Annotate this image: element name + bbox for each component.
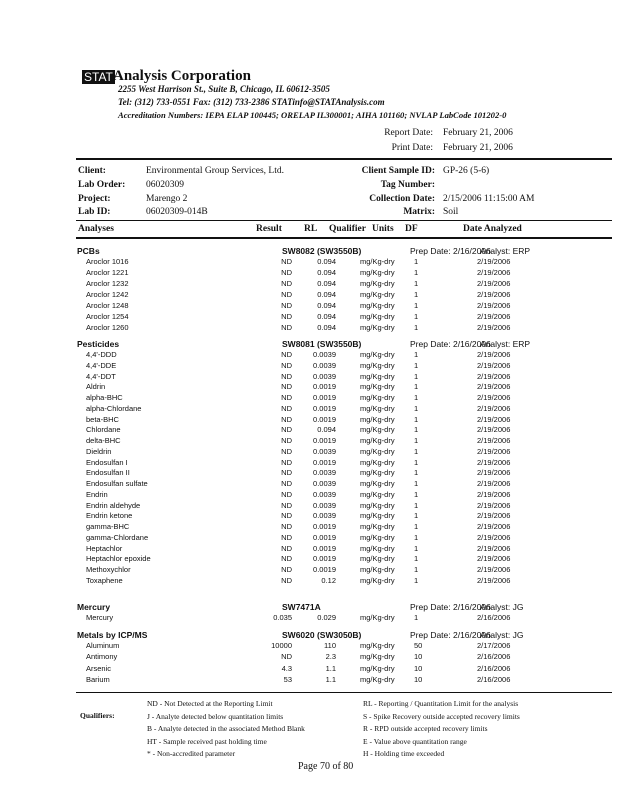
qualifier-item: R - RPD outside accepted recovery limits [363, 724, 488, 733]
analyte-date: 2/19/2006 [477, 436, 511, 445]
analyte-rl: 0.0039 [313, 489, 336, 499]
analyte-name: Aroclor 1248 [86, 301, 129, 310]
analyte-date: 2/19/2006 [477, 268, 511, 277]
analyte-units: mg/Kg-dry [360, 543, 395, 553]
analyte-units: mg/Kg-dry [360, 371, 395, 381]
col-units: Units [372, 224, 394, 234]
analyte-rl: 0.0039 [313, 479, 336, 488]
tag-number-label: Tag Number: [380, 180, 435, 190]
analyte-units: mg/Kg-dry [360, 575, 395, 585]
analyte-date: 2/19/2006 [477, 312, 511, 321]
analyte-name: Aroclor 1016 [86, 257, 129, 266]
analyte-rl: 0.0019 [313, 543, 336, 553]
analyte-name: Methoxychlor [86, 565, 131, 574]
section-title: Metals by ICP/MS [77, 630, 148, 640]
print-date-label: Print Date: [391, 143, 433, 153]
analyte-result: ND [281, 360, 292, 370]
analyte-name: Arsenic [86, 663, 112, 673]
collection-date-value: 2/15/2006 11:15:00 AM [443, 194, 535, 204]
analyte-rl: 0.0019 [313, 393, 336, 402]
col-analyses: Analyses [78, 224, 114, 234]
section-title: Mercury [77, 602, 111, 612]
analyte-units: mg/Kg-dry [360, 360, 395, 370]
qualifier-item: RL - Reporting / Quantitation Limit for the analysis [363, 699, 519, 708]
analyte-rl: 0.0019 [313, 457, 336, 467]
analyte-df: 1 [414, 403, 419, 413]
analyte-units: mg/Kg-dry [360, 511, 395, 521]
qualifier-item: E - Value above quantitation range [363, 736, 467, 746]
col-result: Result [256, 224, 282, 234]
section-analyst: Analyst: JG [480, 602, 524, 612]
analyte-date: 2/19/2006 [477, 511, 511, 521]
analyte-units: mg/Kg-dry [360, 312, 395, 321]
analyte-result: 4.3 [281, 663, 292, 673]
qualifier-item: H - Holding time exceeded [363, 749, 445, 758]
analyte-name: Aroclor 1242 [86, 290, 129, 299]
analyte-result: ND [281, 257, 292, 266]
analyte-result: ND [281, 382, 292, 392]
analyte-name: gamma-BHC [86, 522, 130, 531]
qualifier-item: J - Analyte detected below quantitation limits [147, 711, 284, 721]
analyte-rl: 0.12 [321, 575, 336, 585]
analyte-name: Endrin [86, 489, 108, 499]
analyte-rl: 0.0039 [313, 511, 336, 521]
analyte-name: Dieldrin [86, 446, 112, 456]
analyte-name: Barium [86, 674, 110, 684]
analyte-result: ND [281, 350, 292, 359]
analyte-rl: 0.094 [317, 279, 336, 288]
analyte-units: mg/Kg-dry [360, 522, 395, 531]
analyte-date: 2/19/2006 [477, 425, 511, 435]
analyte-units: mg/Kg-dry [360, 301, 395, 310]
analyte-units: mg/Kg-dry [360, 489, 395, 499]
analyte-df: 10 [414, 663, 423, 673]
analyte-date: 2/19/2006 [477, 446, 511, 456]
analyte-result: ND [281, 446, 292, 456]
analyte-date: 2/19/2006 [477, 468, 511, 478]
analyte-df: 1 [414, 511, 419, 521]
analyte-rl: 110 [324, 641, 336, 650]
analyte-rl: 2.3 [325, 652, 336, 662]
section-analyst: Analyst: JG [480, 630, 524, 640]
collection-date-label: Collection Date: [369, 194, 435, 204]
stat-logo: STAT [84, 70, 113, 84]
analyte-date: 2/19/2006 [477, 360, 511, 370]
analyte-name: Antimony [86, 652, 118, 662]
page-number: Page 70 of 80 [298, 761, 354, 772]
analyte-df: 1 [414, 500, 419, 510]
analyte-units: mg/Kg-dry [360, 268, 395, 277]
analyte-name: Endosulfan sulfate [86, 479, 148, 488]
analyte-df: 1 [414, 468, 419, 478]
analyte-result: ND [281, 489, 292, 499]
analyte-result: ND [281, 511, 292, 521]
analyte-date: 2/19/2006 [477, 532, 511, 542]
analyte-df: 1 [414, 279, 419, 288]
lab-id-value: 06020309-014B [146, 207, 208, 217]
analyte-name: Toxaphene [86, 575, 123, 585]
analyte-date: 2/16/2006 [477, 652, 511, 662]
analyte-df: 1 [414, 312, 419, 321]
section-method: SW8082 (SW3550B) [282, 246, 362, 256]
analyte-df: 1 [414, 543, 419, 553]
analyte-name: Endosulfan I [86, 457, 128, 467]
analyte-result: 0.035 [273, 613, 292, 622]
analyte-df: 1 [414, 360, 419, 370]
analyte-rl: 0.0019 [313, 382, 336, 392]
qualifier-item: * - Non-accredited parameter [147, 749, 236, 758]
analyte-rl: 0.0019 [313, 403, 336, 413]
analyte-units: mg/Kg-dry [360, 279, 395, 288]
analyte-df: 1 [414, 613, 419, 622]
analyte-result: ND [281, 301, 292, 310]
analyte-units: mg/Kg-dry [360, 290, 395, 299]
analyte-result: ND [281, 522, 292, 531]
analyte-name: Aroclor 1221 [86, 268, 129, 277]
analyte-df: 1 [414, 371, 419, 381]
analyte-date: 2/19/2006 [477, 489, 511, 499]
analyte-df: 1 [414, 522, 419, 531]
analyte-rl: 0.0039 [313, 371, 336, 381]
analyte-rl: 0.0019 [313, 436, 336, 445]
analyte-rl: 0.094 [317, 301, 336, 310]
analyte-name: Mercury [86, 613, 114, 622]
analyte-result: ND [281, 532, 292, 542]
analyte-df: 1 [414, 425, 419, 435]
analyte-units: mg/Kg-dry [360, 565, 395, 574]
analyte-date: 2/16/2006 [477, 663, 511, 673]
analyte-result: ND [281, 268, 292, 277]
analyte-date: 2/19/2006 [477, 554, 511, 564]
analyte-date: 2/19/2006 [477, 403, 511, 413]
analyte-name: Heptachlor [86, 543, 123, 553]
analyte-name: gamma-Chlordane [86, 532, 149, 542]
analyte-rl: 0.029 [317, 613, 336, 622]
analyte-result: ND [281, 457, 292, 467]
analyte-date: 2/19/2006 [477, 414, 511, 424]
analyte-df: 1 [414, 446, 419, 456]
analyte-df: 50 [414, 641, 423, 650]
analyte-name: Aluminum [86, 641, 120, 650]
analyte-rl: 0.0019 [313, 565, 336, 574]
analyte-units: mg/Kg-dry [360, 425, 395, 435]
analyte-date: 2/19/2006 [477, 479, 511, 488]
analyte-name: Aroclor 1232 [86, 279, 129, 288]
analyte-name: delta-BHC [86, 436, 121, 445]
client-label: Client: [78, 166, 106, 176]
analyte-name: Aroclor 1254 [86, 312, 129, 321]
analyte-date: 2/19/2006 [477, 371, 511, 381]
analyte-rl: 0.0019 [313, 532, 336, 542]
analyte-df: 10 [414, 674, 423, 684]
analyte-rl: 0.094 [317, 323, 336, 332]
analyte-units: mg/Kg-dry [360, 414, 395, 424]
section-prep-date: Prep Date: 2/16/2006 [410, 630, 491, 640]
col-rl: RL [304, 224, 318, 234]
analyte-name: Aroclor 1260 [86, 323, 129, 332]
analyte-name: Heptachlor epoxide [86, 554, 151, 564]
project-label: Project: [78, 194, 111, 204]
qualifier-item: S - Spike Recovery outside accepted recovery limits [363, 711, 520, 721]
analyte-date: 2/19/2006 [477, 565, 511, 574]
section-title: PCBs [77, 246, 100, 256]
divider [76, 220, 612, 221]
project-value: Marengo 2 [146, 194, 188, 204]
analyte-units: mg/Kg-dry [360, 641, 395, 650]
analyte-name: alpha-Chlordane [86, 403, 142, 413]
client-value: Environmental Group Services, Ltd. [146, 166, 284, 176]
analyte-name: 4,4'-DDD [86, 350, 117, 359]
analyte-df: 10 [414, 652, 423, 662]
analyte-result: ND [281, 290, 292, 299]
analyte-units: mg/Kg-dry [360, 652, 395, 662]
analyte-date: 2/19/2006 [477, 301, 511, 310]
analyte-date: 2/19/2006 [477, 323, 511, 332]
analyte-units: mg/Kg-dry [360, 613, 395, 622]
analyte-units: mg/Kg-dry [360, 257, 395, 266]
analyte-rl: 0.0039 [313, 350, 336, 359]
analyte-df: 1 [414, 436, 419, 445]
matrix-label: Matrix: [403, 207, 435, 217]
analyte-date: 2/16/2006 [477, 613, 511, 622]
analyte-rl: 0.0019 [313, 414, 336, 424]
section-analyst: Analyst: ERP [480, 246, 531, 256]
analyte-result: ND [281, 279, 292, 288]
analyte-name: 4,4'-DDE [86, 360, 117, 370]
analyte-name: 4,4'-DDT [86, 371, 116, 381]
analyte-name: Endrin aldehyde [86, 500, 141, 510]
company-address: 2255 West Harrison St., Suite B, Chicago, IL 60612-3505 [118, 84, 330, 94]
analyte-units: mg/Kg-dry [360, 500, 395, 510]
analyte-units: mg/Kg-dry [360, 479, 395, 488]
print-date: February 21, 2006 [443, 143, 513, 153]
section-title: Pesticides [77, 339, 120, 349]
matrix-value: Soil [443, 207, 459, 217]
analyte-rl: 1.1 [325, 663, 336, 673]
analyte-units: mg/Kg-dry [360, 350, 395, 359]
section-analyst: Analyst: ERP [480, 339, 531, 349]
analyte-result: ND [281, 312, 292, 321]
analyte-units: mg/Kg-dry [360, 436, 395, 445]
analyte-rl: 0.094 [317, 290, 336, 299]
analyte-df: 1 [414, 532, 419, 542]
section-prep-date: Prep Date: 2/16/2006 [410, 246, 491, 256]
analyte-result: ND [281, 543, 292, 553]
analyte-df: 1 [414, 257, 419, 266]
divider [76, 158, 612, 160]
analyte-rl: 0.0039 [313, 446, 336, 456]
sample-id-value: GP-26 (5-6) [443, 166, 490, 176]
analyte-date: 2/19/2006 [477, 543, 511, 553]
analyte-df: 1 [414, 457, 419, 467]
accreditation: Accreditation Numbers: IEPA ELAP 100445; ORELAP IL300001; AIHA 101160; NVLAP LabCode 101202-0 [118, 110, 507, 120]
analyte-date: 2/19/2006 [477, 393, 511, 402]
analyte-date: 2/17/2006 [477, 641, 511, 650]
company-contact: Tel: (312) 733-0551 Fax: (312) 733-2386 STATinfo@STATAnalysis.com [118, 97, 385, 107]
analyte-rl: 0.0039 [313, 360, 336, 370]
analyte-df: 1 [414, 393, 419, 402]
analyte-date: 2/19/2006 [477, 257, 511, 266]
report-date-label: Report Date: [384, 128, 433, 138]
analyte-date: 2/19/2006 [477, 457, 511, 467]
analyte-result: ND [281, 575, 292, 585]
lab-id-label: Lab ID: [78, 207, 111, 217]
analyte-result: ND [281, 500, 292, 510]
analyte-date: 2/19/2006 [477, 290, 511, 299]
analyte-name: Endrin ketone [86, 511, 133, 521]
analyte-result: ND [281, 414, 292, 424]
analyte-df: 1 [414, 479, 419, 488]
analyte-name: Endosulfan II [86, 468, 130, 478]
analyte-result: ND [281, 393, 292, 402]
analyte-result: ND [281, 554, 292, 564]
analyte-df: 1 [414, 382, 419, 392]
col-qualifier: Qualifier [329, 224, 366, 234]
analyte-date: 2/19/2006 [477, 279, 511, 288]
analyte-result: 53 [283, 674, 292, 684]
analyte-df: 1 [414, 554, 419, 564]
section-prep-date: Prep Date: 2/16/2006 [410, 602, 491, 612]
analyte-units: mg/Kg-dry [360, 446, 395, 456]
analyte-result: ND [281, 371, 292, 381]
analyte-name: Chlordane [86, 425, 121, 435]
analyte-df: 1 [414, 565, 419, 574]
qualifiers-label: Qualifiers: [80, 711, 115, 720]
report-date: February 21, 2006 [443, 128, 513, 138]
analyte-result: ND [281, 468, 292, 478]
analyte-units: mg/Kg-dry [360, 674, 395, 684]
analyte-name: Aldrin [86, 382, 106, 392]
analyte-rl: 0.094 [317, 425, 336, 435]
analyte-result: ND [281, 652, 292, 662]
analyte-rl: 0.094 [317, 257, 336, 266]
analyte-units: mg/Kg-dry [360, 393, 395, 402]
col-date-analyzed: Date Analyzed [463, 224, 522, 234]
analyte-units: mg/Kg-dry [360, 532, 395, 542]
analyte-result: ND [281, 425, 292, 435]
analyte-units: mg/Kg-dry [360, 382, 395, 392]
company-name: Analysis Corporation [113, 68, 251, 84]
analyte-df: 1 [414, 301, 419, 310]
divider [76, 237, 612, 239]
analyte-result: ND [281, 403, 292, 413]
analyte-df: 1 [414, 575, 419, 585]
analyte-df: 1 [414, 414, 419, 424]
lab-order-value: 06020309 [146, 180, 184, 190]
analyte-rl: 1.1 [325, 674, 336, 684]
analyte-date: 2/19/2006 [477, 500, 511, 510]
analyte-result: ND [281, 565, 292, 574]
analyte-result: ND [281, 479, 292, 488]
analyte-df: 1 [414, 323, 419, 332]
analyte-name: beta-BHC [86, 414, 119, 424]
section-method: SW8081 (SW3550B) [282, 339, 362, 349]
section-prep-date: Prep Date: 2/16/2006 [410, 339, 491, 349]
analyte-date: 2/19/2006 [477, 350, 511, 359]
analyte-units: mg/Kg-dry [360, 457, 395, 467]
analyte-result: ND [281, 436, 292, 445]
analyte-rl: 0.094 [317, 268, 336, 277]
analyte-result: 10000 [271, 641, 292, 650]
analyte-name: alpha-BHC [86, 393, 123, 402]
analyte-df: 1 [414, 489, 419, 499]
analyte-date: 2/16/2006 [477, 674, 511, 684]
analyte-units: mg/Kg-dry [360, 554, 395, 564]
section-method: SW7471A [282, 602, 321, 612]
analyte-units: mg/Kg-dry [360, 468, 395, 478]
analyte-rl: 0.0019 [313, 522, 336, 531]
lab-order-label: Lab Order: [78, 180, 126, 190]
analyte-df: 1 [414, 268, 419, 277]
qualifier-item: B - Analyte detected in the associated Method Blank [147, 724, 305, 733]
analyte-units: mg/Kg-dry [360, 663, 395, 673]
analyte-rl: 0.0019 [313, 554, 336, 564]
analyte-date: 2/19/2006 [477, 575, 511, 585]
col-df: DF [405, 224, 418, 234]
analyte-rl: 0.0039 [313, 500, 336, 510]
divider [76, 692, 612, 693]
analyte-df: 1 [414, 290, 419, 299]
analyte-date: 2/19/2006 [477, 382, 511, 392]
qualifier-item: HT - Sample received past holding time [147, 736, 267, 746]
analyte-units: mg/Kg-dry [360, 323, 395, 332]
analyte-df: 1 [414, 350, 419, 359]
qualifier-item: ND - Not Detected at the Reporting Limit [147, 699, 273, 708]
sample-id-label: Client Sample ID: [361, 166, 435, 176]
analyte-rl: 0.094 [317, 312, 336, 321]
analyte-date: 2/19/2006 [477, 522, 511, 531]
analyte-units: mg/Kg-dry [360, 403, 395, 413]
section-method: SW6020 (SW3050B) [282, 630, 362, 640]
analyte-rl: 0.0039 [313, 468, 336, 478]
analyte-result: ND [281, 323, 292, 332]
